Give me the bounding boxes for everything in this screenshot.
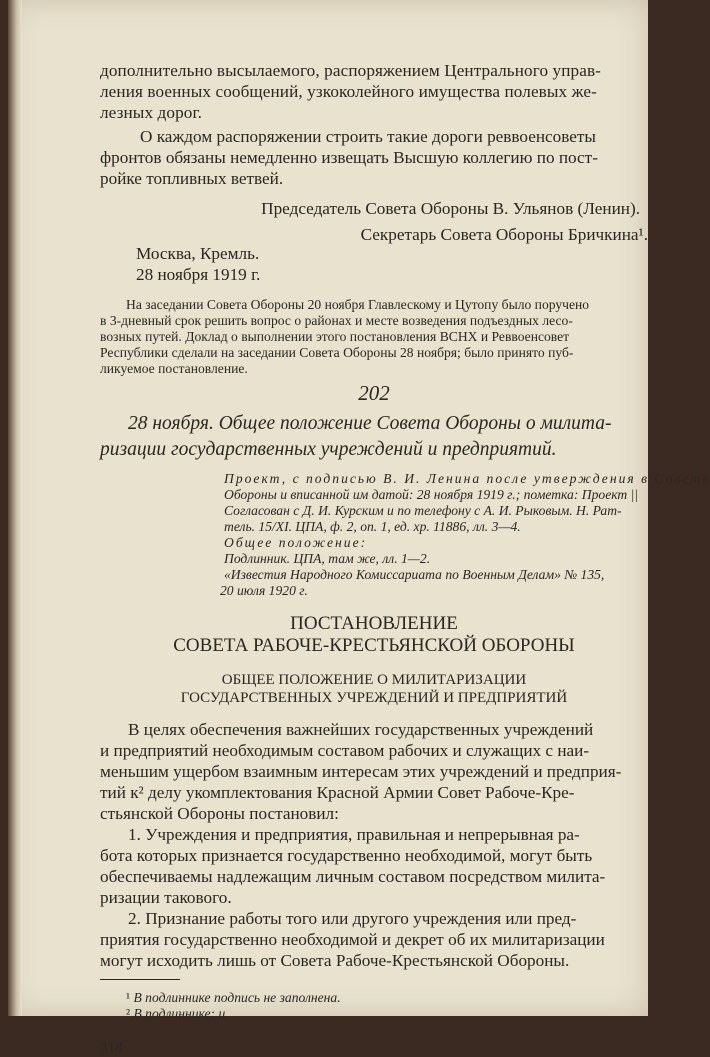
place: Москва, Кремль. — [136, 244, 260, 263]
text-line: приятия государственно необходимой и декрет об их милитаризации — [100, 930, 605, 949]
note-line: в 3-дневный срок решить вопрос о районах и месте возведения подъездных лесо- — [100, 313, 573, 328]
archive-line: 20 июля 1920 г. — [220, 583, 308, 598]
archive-line: «Известия Народного Комиссариата по Военным Делам» № 135, — [224, 567, 605, 582]
signature-chairman: Председатель Совета Обороны В. Ульянов (Ленин). — [261, 199, 640, 218]
archival-reference — [100, 471, 710, 599]
archive-label: Проект, с подписью В. И. Ленина после утверждения в Совете — [224, 471, 710, 486]
subheading-general: ОБЩЕЕ ПОЛОЖЕНИЕ О МИЛИТАРИЗАЦИИ — [221, 672, 527, 688]
text-line: ройке топливных ветвей. — [100, 169, 284, 188]
text-line: лезных дорог. — [100, 103, 203, 122]
text-line: обеспечиваемы надлежащим личным составом посредством милита- — [100, 867, 606, 886]
page-binding — [8, 0, 22, 1016]
text-line: 1. Учреждения и предприятия, правильная и непрерывная ра- — [128, 825, 580, 844]
paragraph-intro — [100, 719, 648, 824]
title-line: 28 ноября. Общее положение Совета Обороны о милита- — [128, 413, 612, 434]
date: 28 ноября 1919 г. — [136, 265, 261, 284]
text-line: стьянской Обороны постановил: — [100, 804, 339, 823]
item-2 — [100, 908, 648, 971]
footnote-2-text: В подлиннике: и. — [133, 1006, 229, 1021]
heading-resolution: ПОСТАНОВЛЕНИЕ — [290, 613, 458, 634]
paragraph-continuation — [100, 60, 648, 123]
archive-line: Общее положение: — [224, 535, 368, 550]
archive-line: Обороны и вписанной им датой: 28 ноября 1919 г.; пометка: Проект || — [224, 487, 639, 502]
signature-secretary: Секретарь Совета Обороны Бричкина¹. — [360, 225, 648, 244]
editorial-note — [100, 297, 648, 377]
text-line: ления военных сообщений, узкоколейного имущества полевых же- — [100, 82, 597, 101]
subheading-institutions: ГОСУДАРСТВЕННЫХ УЧРЕЖДЕНИЙ И ПРЕДПРИЯТИЙ — [180, 690, 568, 706]
footnote-1-mark: ¹ — [126, 990, 131, 1005]
page-number: 318 — [100, 1040, 123, 1056]
text-line: и предприятий необходимым составом рабочих и служащих с наи- — [100, 741, 590, 760]
text-line: могут исходить лишь от Совета Рабоче-Крестьянской Обороны. — [100, 951, 570, 970]
footnote-divider — [100, 979, 180, 980]
text-line: бота которых признается государственно необходимой, могут быть — [100, 846, 593, 865]
text-line: фронтов обязаны немедленно извещать Высшую коллегию по пост- — [100, 148, 598, 167]
text-line: ризации такового. — [100, 888, 232, 907]
paragraph-report-duty — [100, 126, 648, 189]
archive-line — [128, 471, 710, 487]
note-line: ликуемое постановление. — [100, 361, 248, 376]
footnote-2-mark: ² — [126, 1006, 131, 1021]
footnote-1 — [100, 990, 648, 1006]
footnote-1-text: В подлиннике подпись не заполнена. — [133, 990, 341, 1005]
item-1 — [100, 824, 648, 908]
archive-line: тель. 15/XI. ЦПА, ф. 2, оп. 1, ед. хр. 11886, лл. 3—4. — [224, 519, 521, 534]
footnote-2 — [100, 1006, 648, 1022]
book-page — [8, 0, 710, 1056]
text-line: меньшим ущербом взаимным интересам этих учреждений и предприя- — [100, 762, 622, 781]
title-line: ризации государственных учреждений и предприятий. — [100, 439, 557, 460]
note-line: возных путей. Доклад о выполнении этого постановления ВСНХ и Реввоенсовет — [100, 329, 570, 344]
heading-council: СОВЕТА РАБОЧЕ-КРЕСТЬЯНСКОЙ ОБОРОНЫ — [173, 635, 575, 656]
archive-line: Подлинник. ЦПА, там же, лл. 1—2. — [224, 551, 431, 566]
document-number: 202 — [358, 381, 390, 405]
text-line: дополнительно высылаемого, распоряжением Центрального управ- — [100, 61, 601, 80]
page-content — [100, 60, 710, 1057]
note-line: На заседании Совета Обороны 20 ноября Главлескому и Цутопу было поручено — [126, 297, 590, 312]
text-line: О каждом распоряжении строить такие дороги реввоенсоветы — [140, 127, 596, 146]
note-line: Республики сделали на заседании Совета Обороны 28 ноября; было принято пуб- — [100, 345, 574, 360]
text-line: 2. Признание работы того или другого учреждения или пред- — [128, 909, 577, 928]
text-line: В целях обеспечения важнейших государственных учреждений — [128, 720, 594, 739]
document-title — [100, 411, 648, 463]
archive-line: Согласован с Д. И. Курским и по телефону с А. И. Рыковым. Н. Рат- — [224, 503, 622, 518]
text-line: тий к² делу укомплектования Красной Армии Совет Рабоче-Кре- — [100, 783, 575, 802]
